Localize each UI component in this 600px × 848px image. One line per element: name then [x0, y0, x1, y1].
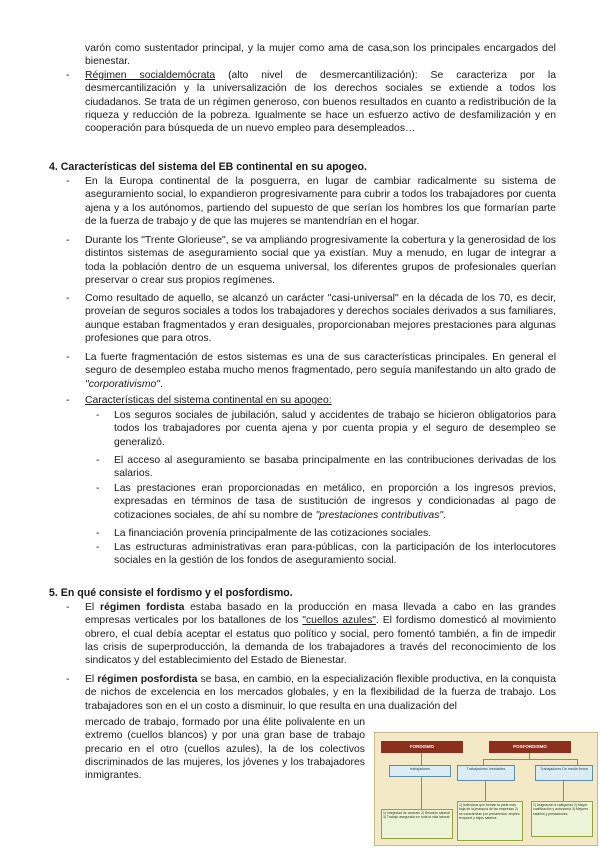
bullet-dash: -: [66, 293, 70, 304]
fordismo-pre: El: [85, 602, 101, 613]
bullet-dash: -: [96, 528, 100, 539]
s4-sub-1: Los seguros sociales de jubilación, salud y accidentes de trabajo se hicieron obligatorios para todos los trabajadores por cuenta ajena y por cuenta propia y el seguro de desempleo se generalizó.: [114, 410, 556, 448]
s4-s3-end: .: [443, 509, 446, 521]
diagram-detail-fordismo: 1) Integridad de contrato 2) Relación salarial 3) Trabajo asegurado en toda la vida laboral: [381, 809, 453, 839]
s4-b4-emphasis: "corporativismo": [85, 378, 160, 390]
paragraph-socialdemocrata: [85, 69, 556, 135]
s4-bullet-4: [85, 351, 556, 391]
s4-b4-text: La fuerte fragmentación de estos sistemas es una de sus características principales. En general el seguro de desempleo estaba mucho menos fragmentado, pero seguía manifestando un alto grado de: [85, 352, 556, 377]
connector-line: [485, 781, 486, 801]
cuellos-azules: "cuellos azules": [302, 615, 376, 627]
bullet-dash: -: [66, 235, 70, 246]
posfordismo-text: se basa, en cambio, en la especialización flexible productiva, en la conquista de nichos de excelencia en los mercados globales, y en la flexibilidad de la fuerza de trabajo. Los trabajadores son en el un costo a disminuir, lo que resulta en una dualización del: [85, 674, 556, 712]
socdem-text: (alto nivel de desmercantilización): Se caracteriza por la desmercantilización y la universalización de los derechos sociales se extiende a todos los ciudadanos. Se trata de un régimen generoso, con buenos resultados en cuanto a redistribución de la riqueza y reducción de la pobreza. Igualmente se hace un esfuerzo activo de desfamilización y en cooperación para búsqueda de un nuevo empleo para desempleados…: [85, 70, 556, 135]
s4-sub-2: El acceso al aseguramiento se basaba principalmente en las contribuciones derivadas de los salarios.: [114, 455, 556, 480]
s4-sub-5: Las estructuras administrativas eran para-públicas, con la participación de los interlocutores sociales en la gestión de los fondos de aseguramiento social.: [114, 542, 556, 567]
diagram-detail-inestables: 1) Individuos que forman la parte más baja de la jerarquía de las empresas 2) se caracterizan por precariedad, empleo temporal y bajos salarios: [457, 801, 523, 841]
bullet-dash: -: [96, 455, 100, 466]
diagram-box-inestables: Trabajadores Inestables: [457, 765, 515, 781]
posfordismo-term: régimen posfordista: [97, 674, 198, 685]
connector-line: [421, 777, 422, 809]
s5-fordismo: [85, 601, 556, 667]
s4-sub-3: [114, 482, 556, 522]
bullet-dash: -: [96, 483, 100, 494]
connector-line: [483, 759, 577, 760]
s4-s3-text: Las prestaciones eran proporcionadas en metálico, en proporción a los ingresos previos, expresadas en términos de tasa de sustitución de ingresos y condicionadas al pago de cotizaciones sociales, de ahí su nombre de: [114, 483, 556, 521]
s4-b4-end: .: [159, 378, 163, 390]
connector-line: [421, 753, 422, 765]
bullet-dash: -: [66, 602, 70, 613]
fordismo-text: estaba basado en la producción en masa llevada a cabo en las grandes empresas verticales por los batallones de los: [85, 602, 556, 627]
diagram-detail-media-forma: 1) Asignación a categorías 2) Mayor cualificación y autonomía 3) Mejores salarios y prestaciones: [531, 801, 593, 837]
bullet-dash: -: [96, 542, 100, 553]
diagram-box-media-forma: Trabajadores De media forma: [535, 765, 593, 781]
fordismo-rest: . El fordismo domesticó al movimiento obrero, el cual debía aceptar el estatus quo político y social, pero fomentó también, a fin de impedir las crisis de superproducción, la demanda de los trabajadores a través del reconocimiento de los sindicatos y del establecimiento del Estado de Bienestar.: [85, 615, 556, 667]
fordism-diagram: [374, 732, 598, 846]
s4-s3-emphasis: "prestaciones contributivas": [315, 509, 444, 521]
s4-bullet-3: Como resultado de aquello, se alcanzó un carácter "casi-universal" en la década de los 70, es decir, proveían de seguros sociales a todos los trabajadores y derechos sociales derivados a sus familiares, aunque estaban fragmentados y eran desiguales, proporcionaban mejores prestaciones para algunas profesiones que para otros.: [85, 293, 556, 344]
s4-sub-4: La financiación provenía principalmente de las cotizaciones sociales.: [114, 528, 432, 539]
s4-bullet-2: Durante los "Trente Glorieuse", se va ampliando progresivamente la cobertura y la generosidad de los distintos sistemas de aseguramiento social que ya existían. Muy a menudo, en lugar de integrar a toda la población dentro de un esquema universal, los diferentes grupos de profesionales querían preservar o crear sus propios regímenes.: [85, 235, 556, 286]
bullet-dash: -: [66, 352, 70, 363]
fordismo-term: régimen fordista: [100, 602, 185, 613]
posfordismo-pre: El: [85, 674, 98, 685]
bullet-dash: -: [66, 395, 70, 406]
connector-line: [563, 781, 564, 801]
diagram-box-trabajadores: trabajadores: [389, 765, 451, 777]
paragraph-continuation: varón como sustentador principal, y la mujer como ama de casa,son los principales encargados del bienestar.: [85, 43, 556, 68]
bullet-dash: -: [66, 70, 70, 81]
diagram-header-posfordismo: POSFORDISMO: [489, 741, 571, 753]
socdem-title: Régimen socialdemócrata: [85, 70, 216, 81]
s4-bullet-1: En la Europa continental de la posguerra, en lugar de cambiar radicalmente su sistema de aseguramiento social, lo expandieron progresivamente para cubrir a todos los trabajadores por cuenta ajena y a los autónomos, partiendo del supuesto de que serían los hombres los que formarían parte de la fuerza de trabajo y de que las mujeres se mantendrían en el hogar.: [85, 176, 556, 227]
section-5-heading: 5. En qué consiste el fordismo y el posfordismo.: [49, 587, 293, 599]
section-4-heading: 4. Características del sistema del EB continental en su apogeo.: [49, 161, 367, 173]
bullet-dash: -: [66, 176, 70, 187]
bullet-dash: -: [96, 410, 100, 421]
s5-posfordismo: [85, 673, 556, 713]
s5-posfordismo-cont: mercado de trabajo, formado por una élite polivalente en un extremo (cuellos blancos) y por una gran base de trabajo precario en el otro (cuellos azules), la de los colectivos discriminados de las mujeres, los jóvenes y los trabajadores inmigrantes.: [85, 717, 365, 782]
diagram-header-fordismo: FORDISMO: [381, 741, 463, 753]
s4-subheading: Características del sistema continental en su apogeo:: [85, 395, 332, 406]
bullet-dash: -: [66, 674, 70, 685]
